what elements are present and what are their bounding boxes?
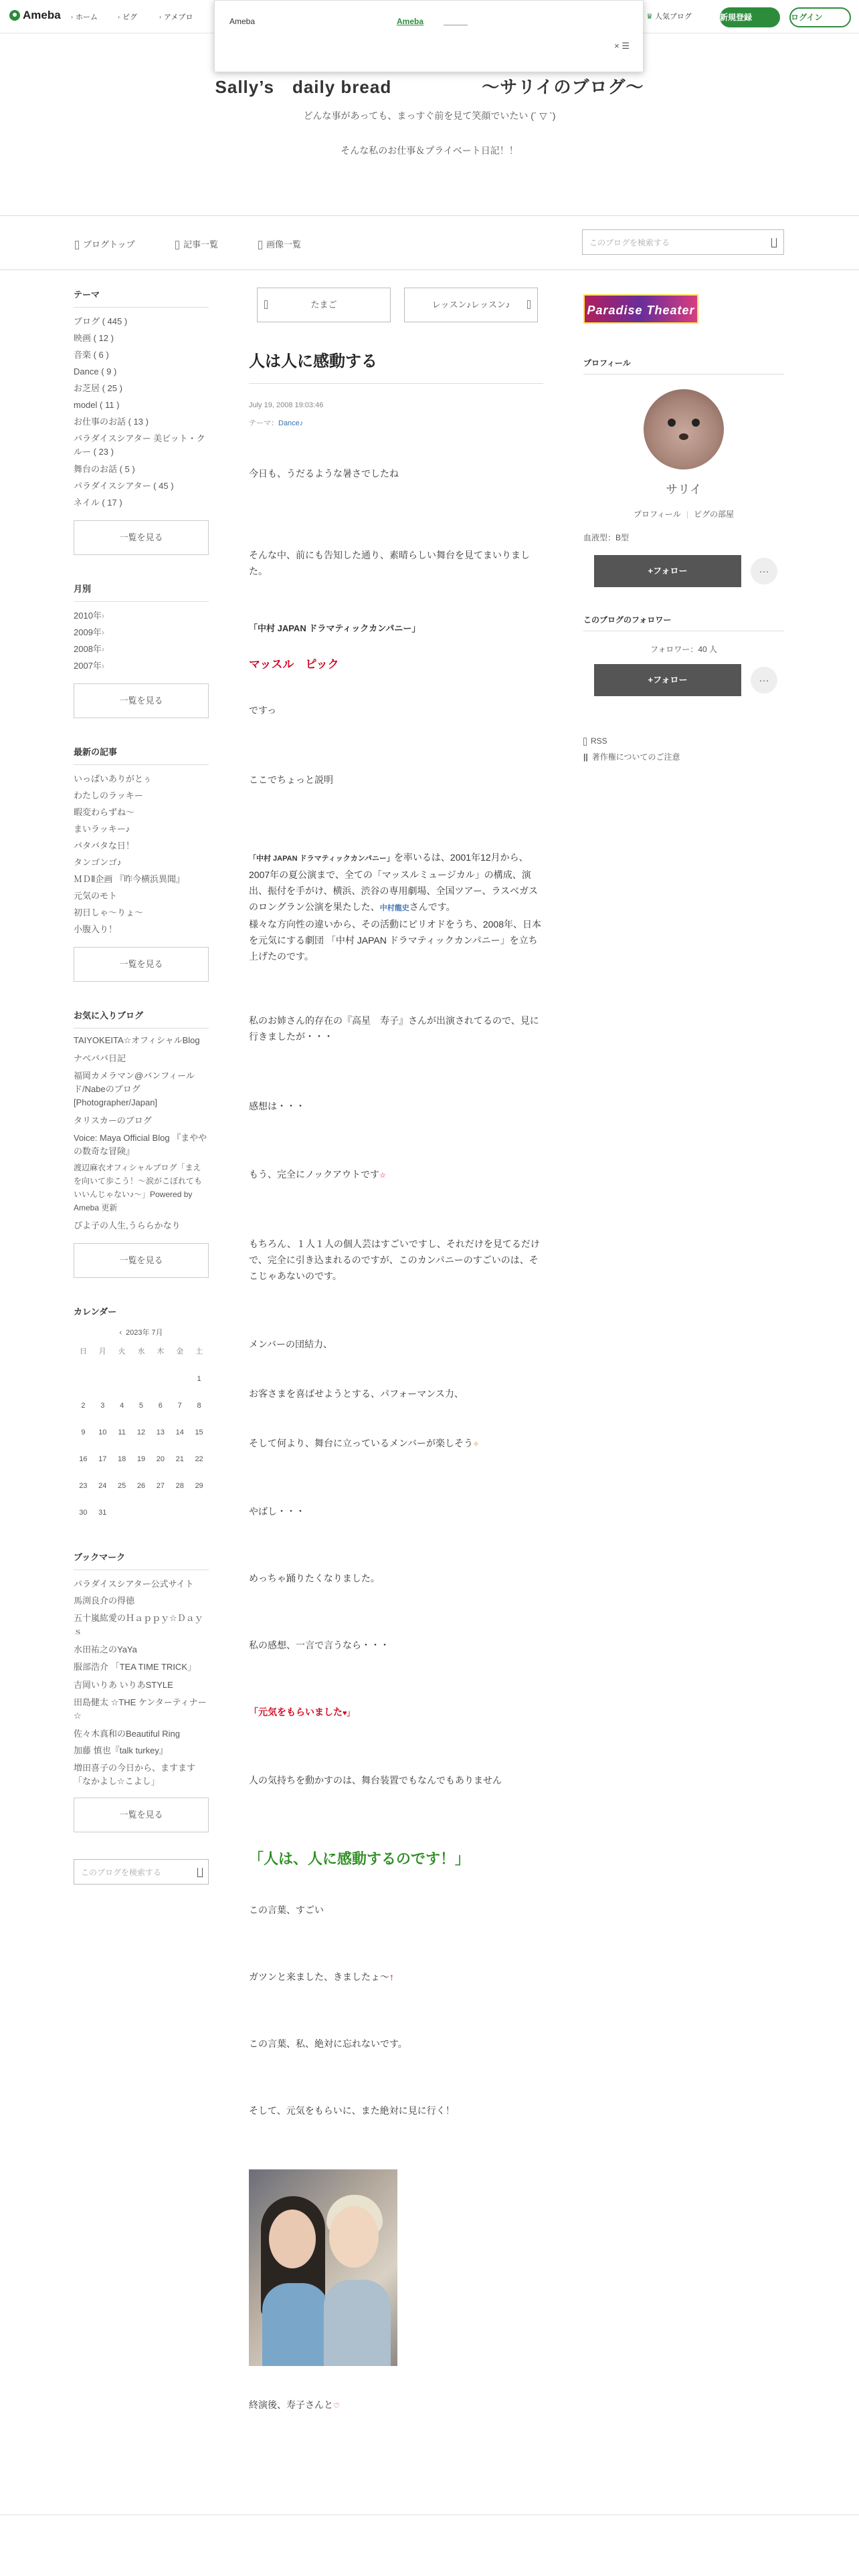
recent-entry[interactable]: 暇変わらずね〜 (74, 807, 135, 817)
bookmark-link[interactable]: 佐々木真和のBeautiful Ring (74, 1729, 180, 1739)
theme-item[interactable]: 舞台のお話 ( 5 ) (74, 464, 135, 474)
favorite-blog[interactable]: 渡辺麻衣オフィシャルブログ「まえを向いて歩こう！〜涙がこぼれてもいいんじゃない♪〜」Powered by Ameba 更新 (74, 1163, 203, 1212)
favorite-heading: お気に入りブログ (74, 1008, 209, 1029)
theme-item[interactable]: ネイル ( 17 ) (74, 498, 122, 508)
bookmark-link[interactable]: 田島健太 ☆THE ケンターティナー☆ (74, 1697, 207, 1721)
body-text (249, 2397, 543, 2414)
theme-item[interactable]: 映画 ( 12 ) (74, 333, 114, 343)
favorite-blog[interactable]: Voice: Maya Official Blog 『まややの数奇な冒険』 (74, 1133, 207, 1156)
entry-theme (249, 417, 543, 428)
blog-navbar (0, 215, 859, 270)
recent-entry[interactable]: ＭＤⅡ企画 『昨今横浜異聞』 (74, 874, 185, 884)
month-item[interactable] (74, 657, 209, 674)
weekday-label: 金 (176, 1348, 184, 1356)
weekday-label: 木 (157, 1348, 165, 1356)
calendar-day: 6 (158, 1402, 163, 1410)
body-text-span: もう、完全にノックアウトです (249, 1169, 380, 1180)
bookmark-more-button[interactable]: 一覧を見る (74, 1798, 209, 1832)
bookmark-link[interactable]: 五十嵐紘愛のＨａｐｐｙ☆Ｄａｙｓ (74, 1613, 203, 1636)
month-label: 2009年 (74, 627, 102, 637)
theme-link[interactable]: Dance♪ (278, 419, 304, 427)
paradise-theater-banner[interactable]: Paradise Theater (583, 294, 698, 324)
left-sidebar (74, 288, 209, 1885)
chevron-right-icon: › (101, 661, 105, 671)
calendar-day: 8 (197, 1402, 201, 1410)
calendar-day (74, 1375, 93, 1383)
chevron-right-icon: › (71, 13, 73, 20)
emphasis-text: 「元気をもらいました (249, 1707, 343, 1717)
body-text (249, 849, 543, 964)
nav-home-label: ホーム (76, 13, 98, 21)
follower-count[interactable]: フォロワー：40 人 (650, 645, 718, 654)
calendar-day (189, 1509, 209, 1517)
crown-icon: ♛ (646, 12, 653, 21)
month-item[interactable] (74, 607, 209, 624)
favorite-blog[interactable]: タリスカーのブログ (74, 1115, 152, 1125)
bookmark-link[interactable]: パラダイスシアター公式サイト (74, 1579, 194, 1589)
photo-detail (262, 2283, 329, 2366)
follow-button-2[interactable]: +フォロー (594, 664, 741, 696)
nav-home[interactable] (71, 11, 98, 22)
calendar-day: 3 (100, 1402, 105, 1410)
body-text: この言葉、すごい (249, 1905, 324, 1915)
chevron-right-icon: › (101, 644, 105, 654)
theme-item[interactable]: Dance ( 9 ) (74, 366, 117, 377)
theme-item[interactable]: パラダイスシアター 美ビット・クルー ( 23 ) (74, 433, 205, 457)
body-text: 人の気持ちを動かすのは、舞台装置でもなんでもありません (249, 1775, 502, 1786)
body-text: 感想は・・・ (249, 1101, 305, 1111)
recent-entry[interactable]: 小腹入り！ (74, 924, 118, 934)
rss-icon (583, 738, 587, 746)
ameba-mark-icon (9, 10, 20, 21)
calendar-day (112, 1375, 132, 1383)
recent-entry[interactable]: いっぱいありがとぅ (74, 774, 152, 784)
login-button[interactable]: ログイン (789, 7, 851, 27)
theme-item[interactable]: ブログ ( 445 ) (74, 316, 128, 326)
recent-entry[interactable]: 元気のモト (74, 891, 118, 901)
next-icon (527, 300, 531, 309)
sparkle-icon: ✧ (473, 1440, 480, 1448)
nav-blog-top[interactable] (75, 237, 135, 250)
body-text (249, 1435, 543, 1453)
weekday-label: 火 (118, 1348, 126, 1356)
divider (249, 383, 543, 384)
copyright-icon: || (583, 752, 588, 762)
body-text: もちろん、１人１人の個人芸はすごいですし、それだけを見てるだけで、完全に引き込まれるのですが、このカンパニーのすごいのは、そこじゃあないのです。 (249, 1239, 540, 1281)
recent-entry[interactable]: わたしのラッキー (74, 790, 143, 800)
recent-more-button[interactable]: 一覧を見る (74, 947, 209, 982)
blog-top-icon (75, 241, 79, 249)
search-placeholder: このブログを検索する (589, 238, 670, 247)
weekday-label: 水 (137, 1348, 145, 1356)
body-text: そんな中、前にも告知した通り、素晴らしい舞台を見てまいりました。 (249, 550, 530, 576)
rss-link[interactable] (583, 736, 784, 746)
more-options-button-2[interactable]: … (751, 667, 777, 693)
blog-search-input[interactable] (582, 229, 784, 255)
avatar-detail (668, 419, 676, 427)
body-text-span: 終演後、寿子さんと (249, 2399, 333, 2410)
bookmark-link[interactable]: 水田祐之のYaYa (74, 1644, 137, 1654)
notification-popup (214, 0, 644, 72)
profile-links (583, 508, 784, 520)
person-link[interactable]: 中村龍史 (379, 904, 409, 912)
body-text: メンバーの団結力、 (249, 1339, 333, 1350)
month-more-button[interactable]: 一覧を見る (74, 683, 209, 718)
calendar-day: 20 (156, 1455, 165, 1463)
month-item[interactable] (74, 624, 209, 641)
heart-icon: ♥」 (343, 1709, 355, 1717)
popup-close-button[interactable]: × ☰ (614, 41, 630, 51)
calendar-day (170, 1375, 189, 1383)
calendar-day: 11 (118, 1428, 126, 1436)
calendar-day (151, 1375, 170, 1383)
bookmark-link[interactable]: 馬渕良介の得徳 (74, 1596, 135, 1606)
popup-link[interactable]: Ameba (397, 17, 424, 26)
article (249, 288, 543, 2414)
month-item[interactable] (74, 641, 209, 657)
nav-pigg-label: ピグ (122, 13, 137, 21)
footer-divider (0, 2514, 859, 2515)
calendar-day: 5 (138, 1402, 144, 1410)
body-text: めっちゃ踊りたくなりました。 (249, 1573, 380, 1584)
body-text-emphasis (249, 1704, 543, 1721)
calendar-month: 2023年 7月 (126, 1329, 163, 1337)
body-text: 「中村 JAPAN ドラマティックカンパニー」 (249, 623, 421, 633)
bookmark-link[interactable]: 吉岡いりあ いりあSTYLE (74, 1680, 173, 1690)
calendar-day: 1 (197, 1375, 201, 1383)
body-text: 今日も、うだるような暑さでしたね (249, 468, 399, 479)
calendar-day: 27 (156, 1482, 165, 1490)
month-label: 2007年 (74, 661, 102, 671)
calendar-day: 9 (81, 1428, 86, 1436)
search-icon[interactable] (197, 1868, 203, 1877)
sidebar-search-input[interactable] (74, 1859, 209, 1885)
photo-detail (324, 2280, 391, 2366)
avatar-detail (692, 419, 700, 427)
calendar-day: 18 (118, 1455, 126, 1463)
month-heading: 月別 (74, 582, 209, 602)
entry-photo[interactable] (249, 2169, 397, 2366)
photo-detail (269, 2210, 316, 2268)
follow-button[interactable]: +フォロー (594, 555, 741, 587)
body-text: 私の感想、一言で言うなら・・・ (249, 1640, 389, 1650)
body-text-span: 様々な方向性の違いから、その活動にピリオドをうち、2008年、日本を元気にする劇団 「中村 JAPAN ドラマティックカンパニー」を立ち上げたのです。 (249, 919, 542, 962)
body-text-span: ガツンと来ました、きましたょ〜 (249, 1971, 389, 1982)
body-text: お客さまを喜ばせようとする、パフォーマンス力、 (249, 1388, 464, 1399)
register-button[interactable]: 新規登録 (720, 7, 780, 27)
blog-header (0, 74, 859, 157)
weekday-label: 日 (79, 1348, 87, 1356)
nav-ameblo[interactable] (159, 11, 193, 22)
theme-item[interactable]: お芝居 ( 25 ) (74, 383, 122, 393)
calendar-day (132, 1375, 151, 1383)
theme-item[interactable]: model ( 11 ) (74, 400, 120, 410)
body-text: ですっ (249, 705, 277, 716)
calendar-day (112, 1509, 132, 1517)
calendar-day: 28 (175, 1482, 184, 1490)
bookmark-heading: ブックマーク (74, 1550, 209, 1570)
body-text: ここでちょっと説明 (249, 774, 333, 785)
company-name: 「中村 JAPAN ドラマティックカンパニー」 (249, 855, 394, 863)
body-text-span: そして何より、舞台に立っているメンバーが楽しそう (249, 1438, 474, 1448)
calendar-day: 22 (195, 1455, 203, 1463)
profile-link[interactable]: プロフィール (634, 510, 681, 519)
logo-text: Ameba (23, 9, 61, 21)
bookmark-link[interactable]: 増田喜子の今日から、ますます「なかよし☆こよし」 (74, 1763, 196, 1786)
nav-entry-list-label: 記事一覧 (183, 239, 219, 249)
calendar-day: 31 (98, 1509, 107, 1517)
recent-entry[interactable]: 初日しゃ〜りょ〜 (74, 907, 144, 918)
month-label: 2010年 (74, 611, 102, 621)
calendar-heading: カレンダー (74, 1307, 117, 1317)
theme-item[interactable]: お仕事のお話 ( 13 ) (74, 417, 149, 427)
calendar-day: 10 (98, 1428, 107, 1436)
body-text-highlight: 「人は、人に感動するのです！」 (249, 1850, 470, 1867)
calendar-day: 13 (156, 1428, 165, 1436)
body-text: この言葉、私、絶対に忘れないです。 (249, 2038, 407, 2049)
favorite-blog[interactable]: TAIYOKEITA☆オフィシャルBlog (74, 1035, 200, 1045)
popular-blog-label: 人気ブログ (654, 13, 692, 21)
chevron-right-icon: › (101, 611, 105, 621)
calendar-day: 4 (120, 1402, 124, 1410)
blog-title[interactable]: Sally’s daily bread 〜サリイのブログ〜 (215, 77, 644, 97)
sidebar-search-placeholder: このブログを検索する (81, 1868, 162, 1877)
profile-name[interactable]: サリイ (666, 483, 702, 496)
follow-row-2 (594, 664, 784, 696)
body-text: 私のお姉さん的存在の『高星 寿子』さんが出演されてるので、見に行きましたが・・・ (249, 1015, 539, 1042)
heart-icon: ♡ (333, 2402, 340, 2410)
entry-pager (257, 288, 543, 322)
pigg-room-link[interactable]: ピグの部屋 (693, 510, 734, 519)
favorite-blog[interactable]: ぴよ子の人生,うららかなり (74, 1220, 181, 1230)
calendar-day: 16 (79, 1455, 88, 1463)
calendar-day: 24 (98, 1482, 107, 1490)
recent-entry[interactable]: タンゴンゴ♪ (74, 857, 122, 867)
recent-entry[interactable]: まいラッキー♪ (74, 824, 130, 834)
prev-entry-label: たまご (310, 300, 337, 310)
next-entry-button[interactable] (404, 288, 538, 322)
popup-label: Ameba (229, 17, 256, 26)
nav-image-list[interactable] (258, 237, 301, 250)
calendar-caption (74, 1327, 209, 1337)
popular-blog-link[interactable] (646, 11, 692, 21)
theme-item[interactable]: パラダイスシアター ( 45 ) (74, 481, 174, 491)
calendar-day: 21 (175, 1455, 184, 1463)
calendar-grid (74, 1346, 209, 1517)
body-text: そして、元気をもらいに、また絶対に見に行く！ (249, 2105, 455, 2116)
copyright-label: 著作権についてのご注意 (591, 752, 680, 762)
emoji-icon: ☆ (379, 1172, 386, 1180)
photo-detail (329, 2206, 379, 2268)
separator: | (686, 510, 688, 519)
favorite-blog[interactable]: ナベババ日記 (74, 1053, 126, 1063)
nav-ameblo-label: アメブロ (164, 13, 193, 21)
avatar-detail (679, 433, 688, 440)
body-text: やばし・・・ (249, 1506, 305, 1517)
followers-heading: このブログのフォロワー (583, 614, 784, 631)
avatar[interactable] (644, 389, 724, 469)
calendar-day: 29 (195, 1482, 203, 1490)
calendar-day: 7 (177, 1402, 182, 1410)
prev-entry-button[interactable] (257, 288, 391, 322)
theme-item[interactable]: 音楽 ( 6 ) (74, 350, 109, 360)
calendar-day: 25 (118, 1482, 126, 1490)
next-entry-label: レッスン♪レッスン♪ (432, 300, 510, 310)
prev-icon (264, 300, 268, 309)
body-text-span: さんです。 (409, 901, 456, 912)
calendar-day: 19 (136, 1455, 146, 1463)
body-text-span: を率いるは、2001年12月から、2007年の夏公演まで、全ての「マッスルミュージカル」の構成、演出、振付を手がけ、横浜、渋谷の専用劇場、全国ツアー、ラスベガスのロングラン公演を果たした、 (249, 852, 539, 912)
profile-heading: プロフィール (583, 357, 784, 374)
blog-description: そんな私のお仕事＆プライベート日記！！ (341, 145, 518, 156)
calendar-day: 23 (79, 1482, 88, 1490)
chevron-right-icon: › (118, 13, 120, 20)
right-sidebar (583, 294, 784, 762)
bookmark-link[interactable]: 服部浩介 「TEA TIME TRICK」 (74, 1662, 196, 1672)
ameba-logo[interactable] (9, 9, 61, 22)
nav-pigg[interactable] (118, 11, 137, 22)
weekday-label: 月 (98, 1348, 106, 1356)
body-text-emphasis: マッスル ピック (249, 658, 339, 671)
up-arrow-icon: ↑ (389, 1971, 394, 1982)
recent-entry[interactable]: バタバタな日！ (74, 841, 134, 851)
calendar-day: 30 (79, 1509, 88, 1517)
calendar (74, 1327, 209, 1517)
body-text (249, 1969, 543, 1985)
favorite-blog[interactable]: 福岡カメラマン@バンフィールド/Nabeのブログ [Photographer/Japan] (74, 1071, 195, 1107)
theme-more-button[interactable]: 一覧を見る (74, 520, 209, 555)
theme-label: テーマ： (249, 419, 278, 427)
copyright-link[interactable] (583, 751, 784, 762)
rss-label: RSS (591, 736, 607, 746)
prev-month-icon[interactable]: ‹ (119, 1329, 122, 1337)
chevron-right-icon: › (159, 13, 161, 20)
follow-row (594, 555, 784, 587)
image-list-icon (258, 241, 262, 249)
nav-blog-top-label: ブログトップ (83, 239, 135, 249)
entry-date: July 19, 2008 19:03:46 (249, 401, 324, 409)
nav-entry-list[interactable] (175, 237, 218, 250)
calendar-day: 14 (175, 1428, 184, 1436)
chevron-right-icon: › (101, 627, 105, 637)
theme-heading: テーマ (74, 288, 209, 308)
body-text (249, 1166, 543, 1184)
entry-title[interactable]: 人は人に感動する (249, 352, 377, 370)
month-label: 2008年 (74, 644, 102, 654)
calendar-day (132, 1509, 151, 1517)
entry-list-icon (175, 241, 179, 249)
calendar-day: 17 (98, 1455, 107, 1463)
bookmark-link[interactable]: 加藤 慎也『talk turkey』 (74, 1745, 168, 1755)
weekday-label: 土 (195, 1348, 203, 1356)
nav-image-list-label: 画像一覧 (266, 239, 302, 249)
calendar-day (170, 1509, 189, 1517)
calendar-day: 26 (136, 1482, 146, 1490)
blog-subtitle: どんな事があっても、まっすぐ前を見て笑顔でいたい (´ ▽ `) (303, 110, 556, 121)
calendar-day: 15 (195, 1428, 203, 1436)
calendar-day (93, 1375, 112, 1383)
search-icon[interactable] (771, 238, 777, 247)
blood-type: 血液型：B型 (583, 533, 630, 542)
recent-heading: 最新の記事 (74, 745, 209, 765)
calendar-day: 12 (136, 1428, 146, 1436)
calendar-day (151, 1509, 170, 1517)
more-options-button[interactable]: … (751, 558, 777, 584)
favorite-more-button[interactable]: 一覧を見る (74, 1243, 209, 1278)
calendar-day: 2 (81, 1402, 86, 1410)
